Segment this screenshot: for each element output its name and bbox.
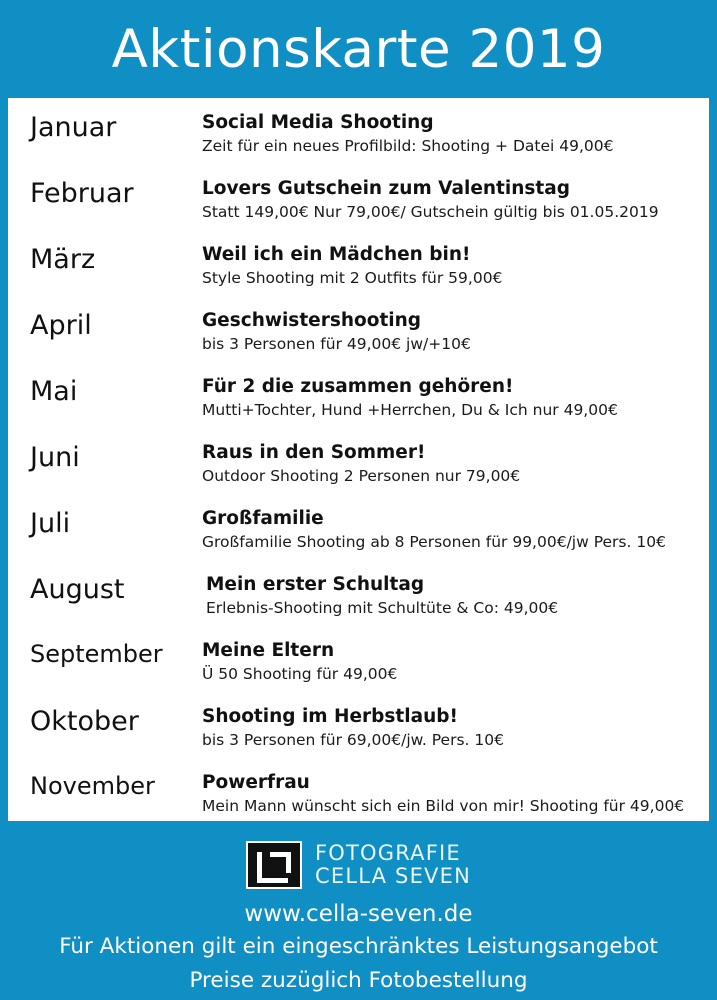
month-label: April (30, 310, 92, 341)
page-title: Aktionskarte 2019 (111, 18, 606, 80)
list-item (8, 240, 709, 306)
month-label: August (30, 574, 125, 605)
offer-block (202, 438, 691, 486)
month-label: Juni (30, 442, 80, 473)
month-label: März (30, 244, 96, 275)
offer-block (202, 504, 691, 552)
offer-description: bis 3 Personen für 69,00€/jw. Pers. 10€ (202, 731, 504, 750)
offer-block (202, 108, 691, 156)
offer-description: Zeit für ein neues Profilbild: Shooting + Datei 49,00€ (202, 137, 614, 156)
offer-block (202, 768, 691, 816)
brand-line-1: FOTOGRAFIE (315, 841, 461, 866)
list-item (8, 570, 709, 636)
offer-title: Lovers Gutschein zum Valentinstag (202, 178, 570, 199)
brand-logo (0, 837, 717, 893)
offer-block (202, 306, 691, 354)
offer-description: Statt 149,00€ Nur 79,00€/ Gutschein gültig bis 01.05.2019 (202, 203, 659, 222)
offer-description: Style Shooting mit 2 Outfits für 59,00€ (202, 269, 503, 288)
month-label: Juli (30, 508, 71, 539)
offer-description: Großfamilie Shooting ab 8 Personen für 99,00€/jw Pers. 10€ (202, 533, 666, 552)
camera-frame-logo-icon (246, 841, 302, 889)
offer-title: Meine Eltern (202, 640, 335, 661)
brand-name (315, 842, 471, 887)
footer-note-line-2: Preise zuzüglich Fotobestellung (189, 967, 528, 993)
offer-description: Mein Mann wünscht sich ein Bild von mir! Shooting für 49,00€ (202, 797, 685, 816)
offer-title: Geschwistershooting (202, 310, 422, 331)
poster-footer (0, 821, 717, 991)
list-item (8, 438, 709, 504)
list-item (8, 174, 709, 240)
offer-description: Outdoor Shooting 2 Personen nur 79,00€ (202, 467, 521, 486)
website-url[interactable]: www.cella-seven.de (244, 901, 473, 927)
offer-block (202, 636, 691, 684)
offer-block (202, 702, 691, 750)
month-label: Oktober (30, 706, 139, 737)
list-item (8, 306, 709, 372)
offer-title: Weil ich ein Mädchen bin! (202, 244, 471, 265)
list-item (8, 372, 709, 438)
offer-block (202, 570, 691, 618)
offer-title: Shooting im Herbstlaub! (202, 706, 458, 727)
month-label: Januar (30, 112, 117, 143)
month-label: Februar (30, 178, 134, 209)
poster-header (0, 0, 717, 98)
offer-block (202, 240, 691, 288)
list-item (8, 504, 709, 570)
offer-title: Mein erster Schultag (206, 574, 425, 595)
offer-description: Mutti+Tochter, Hund +Herrchen, Du & Ich nur 49,00€ (202, 401, 618, 420)
offer-description: Ü 50 Shooting für 49,00€ (202, 665, 398, 684)
offer-title: Für 2 die zusammen gehören! (202, 376, 514, 397)
footer-note-line-1: Für Aktionen gilt ein eingeschränktes Leistungsangebot (59, 934, 658, 959)
offer-title: Powerfrau (202, 772, 310, 793)
month-label: September (30, 640, 163, 668)
month-offer-list (8, 98, 709, 821)
month-label: Mai (30, 376, 78, 407)
brand-line-2: CELLA SEVEN (315, 864, 471, 888)
month-label: November (30, 772, 155, 800)
list-item (8, 636, 709, 702)
list-item (8, 702, 709, 768)
list-item (8, 108, 709, 174)
offer-title: Großfamilie (202, 508, 324, 529)
offer-block (202, 372, 691, 420)
offer-description: Erlebnis-Shooting mit Schultüte & Co: 49,00€ (206, 599, 559, 618)
offer-block (202, 174, 691, 222)
offer-title: Social Media Shooting (202, 112, 434, 133)
offer-title: Raus in den Sommer! (202, 442, 426, 463)
offer-description: bis 3 Personen für 49,00€ jw/+10€ (202, 335, 471, 354)
